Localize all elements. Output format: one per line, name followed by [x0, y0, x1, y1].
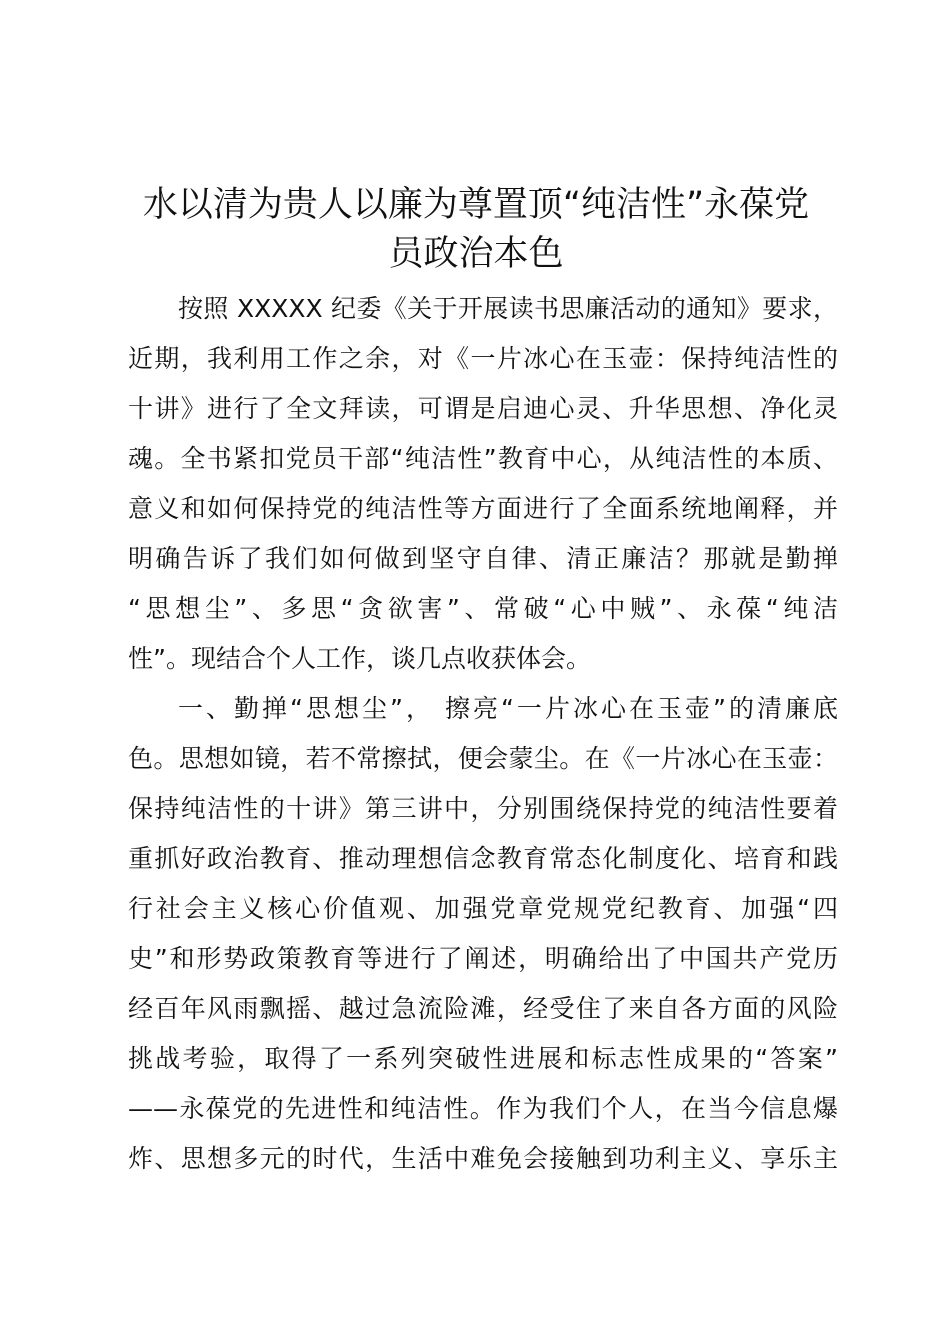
paragraph-section-one	[128, 684, 838, 1184]
document-body	[128, 284, 838, 1184]
paragraph-line: 魂。全书紧扣党员干部“纯洁性”教育中心，从纯洁性的本质、	[128, 444, 838, 473]
paragraph-line: 按照 XXXXX 纪委《关于开展读书思廉活动的通知》要求，	[178, 294, 838, 323]
paragraph-line: “思想尘”、多思“贪欲害”、常破“心中贼”、永葆“纯洁	[128, 594, 838, 623]
paragraph-line: 经百年风雨飘摇、越过急流险滩，经受住了来自各方面的风险	[128, 994, 838, 1023]
paragraph-line: 性”。现结合个人工作，谈几点收获体会。	[128, 644, 591, 673]
document-title	[120, 181, 832, 279]
paragraph-line: 重抓好政治教育、推动理想信念教育常态化制度化、培育和践	[128, 844, 838, 873]
paragraph-line: 挑战考验，取得了一系列突破性进展和标志性成果的“答案”	[128, 1044, 838, 1073]
title-line-2: 员政治本色	[388, 234, 564, 274]
paragraph-line: 行社会主义核心价值观、加强党章党规党纪教育、加强“四	[128, 894, 838, 923]
paragraph-line: 十讲》进行了全文拜读，可谓是启迪心灵、升华思想、净化灵	[128, 394, 838, 423]
title-line-1: 水以清为贵人以廉为尊置顶“纯洁性”永葆党	[142, 185, 810, 225]
paragraph-line: 明确告诉了我们如何做到坚守自律、清正廉洁？那就是勤掸	[128, 544, 838, 573]
paragraph-line: ——永葆党的先进性和纯洁性。作为我们个人，在当今信息爆	[128, 1094, 838, 1123]
paragraph-line: 炸、思想多元的时代，生活中难免会接触到功利主义、享乐主	[128, 1144, 838, 1173]
paragraph-line: 意义和如何保持党的纯洁性等方面进行了全面系统地阐释，并	[128, 494, 838, 523]
paragraph-line: 一、勤掸“思想尘”， 擦亮“一片冰心在玉壶”的清廉底	[178, 694, 838, 723]
paragraph-line: 保持纯洁性的十讲》第三讲中，分别围绕保持党的纯洁性要着	[128, 794, 838, 823]
paragraph-line: 色。思想如镜，若不常擦拭，便会蒙尘。在《一片冰心在玉壶：	[128, 744, 838, 773]
paragraph-intro	[128, 284, 838, 684]
paragraph-line: 近期，我利用工作之余，对《一片冰心在玉壶：保持纯洁性的	[128, 344, 838, 373]
paragraph-line: 史”和形势政策教育等进行了阐述，明确给出了中国共产党历	[128, 944, 838, 973]
